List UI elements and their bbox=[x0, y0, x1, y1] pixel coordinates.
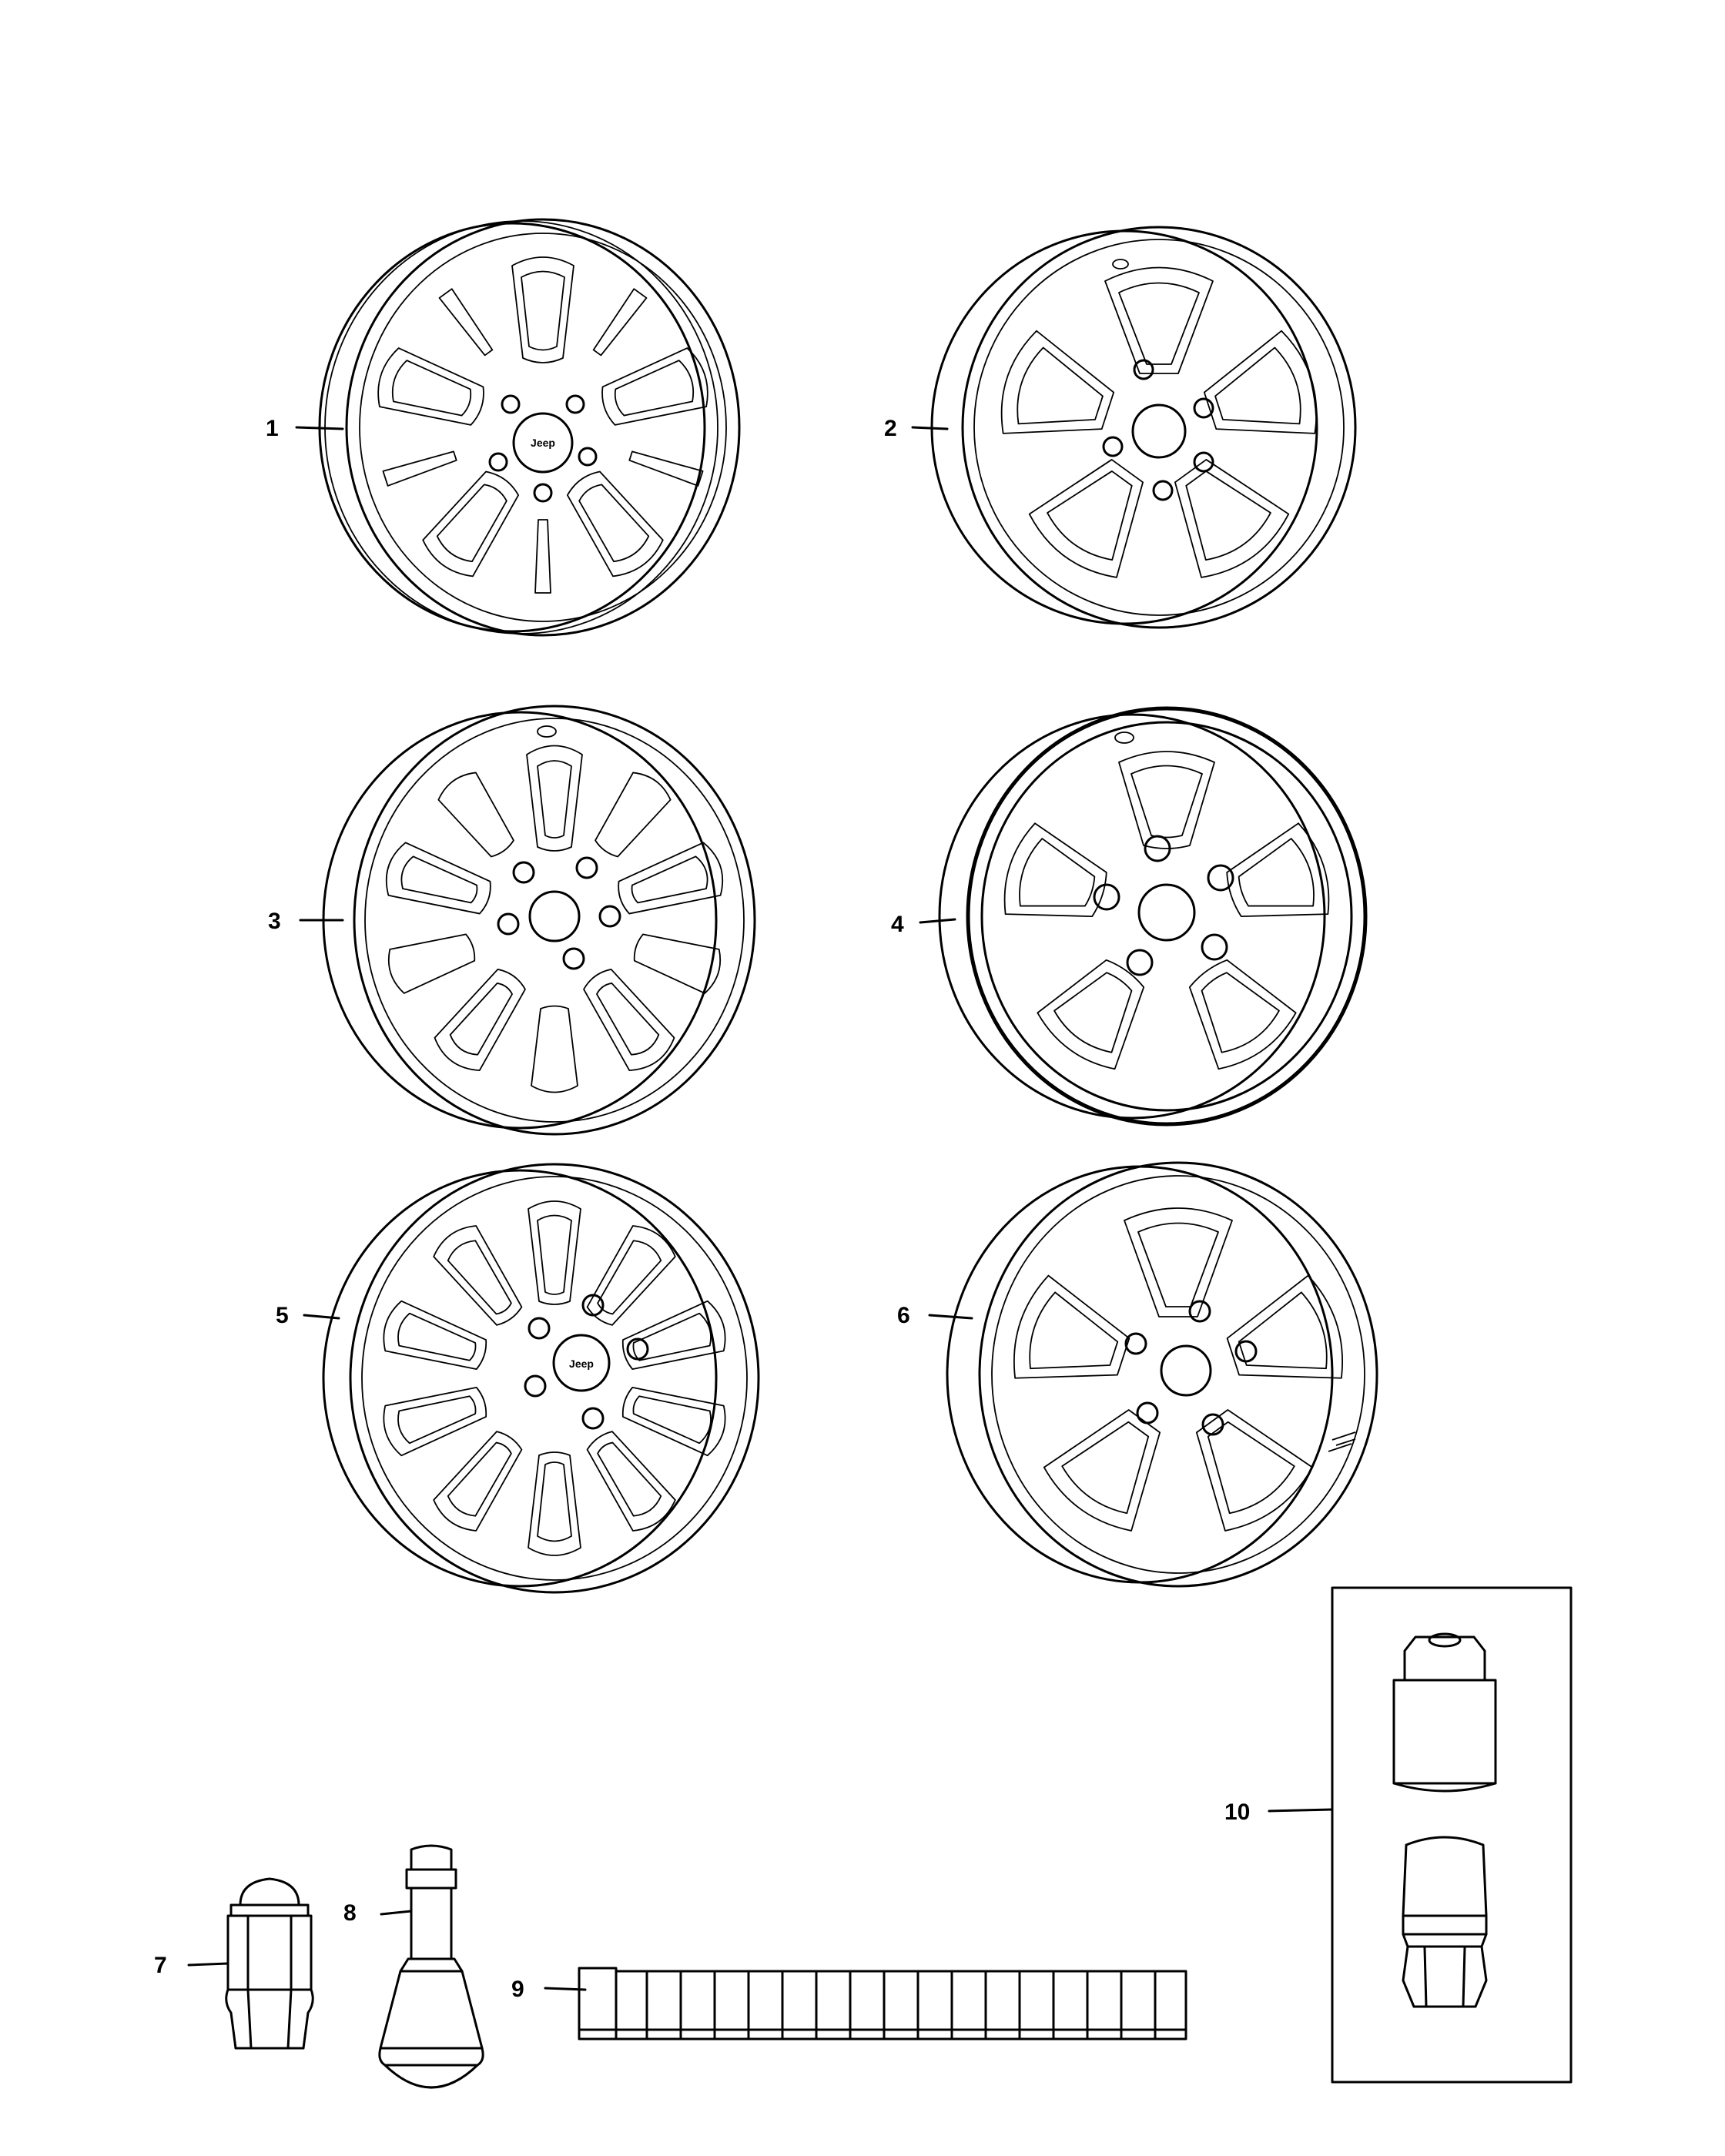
callout-1: 1 bbox=[266, 416, 279, 441]
wheel-weights bbox=[579, 1968, 1186, 2039]
callout-4: 4 bbox=[891, 912, 904, 937]
lug-nut bbox=[226, 1879, 313, 2048]
wheel-6 bbox=[947, 1163, 1377, 1586]
callouts bbox=[154, 416, 1250, 2002]
lock-key-socket bbox=[1394, 1634, 1496, 1791]
jeep-logo: Jeep bbox=[531, 437, 555, 449]
callout-2: 2 bbox=[884, 416, 897, 441]
wheel-5 bbox=[323, 1164, 759, 1592]
callout-3: 3 bbox=[268, 909, 281, 934]
valve-stem bbox=[380, 1846, 483, 2087]
callout-8: 8 bbox=[343, 1900, 357, 1926]
wheel-3 bbox=[323, 706, 755, 1134]
jeep-logo: Jeep bbox=[569, 1358, 594, 1370]
leader-lines bbox=[189, 427, 1332, 1990]
wheel-lock-kit bbox=[1332, 1588, 1571, 2082]
wheel-1 bbox=[320, 219, 739, 635]
callout-9: 9 bbox=[511, 1977, 524, 2002]
callout-6: 6 bbox=[897, 1303, 910, 1328]
lock-nut bbox=[1403, 1837, 1486, 2007]
wheel-4 bbox=[940, 708, 1365, 1124]
callout-7: 7 bbox=[154, 1953, 167, 1978]
callout-5: 5 bbox=[276, 1303, 289, 1328]
wheel-2 bbox=[932, 227, 1355, 628]
callout-10: 10 bbox=[1224, 1799, 1251, 1825]
